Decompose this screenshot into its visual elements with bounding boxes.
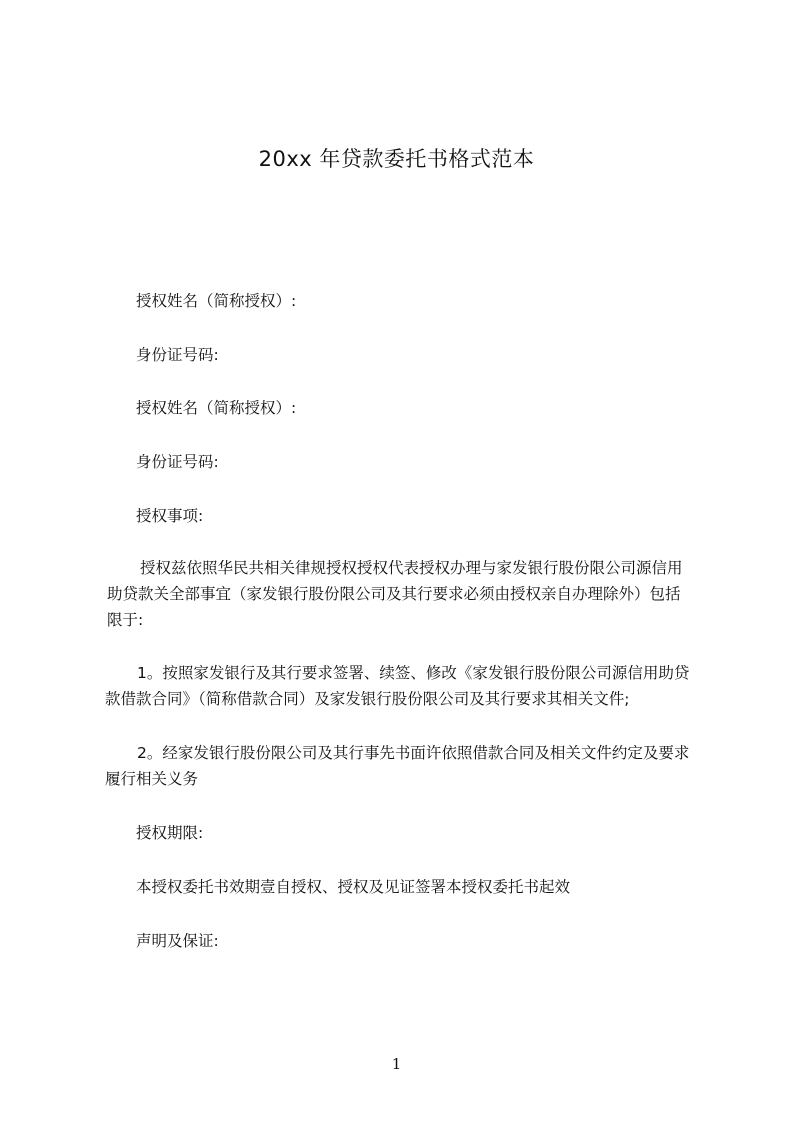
paragraph-line: 限于: (107, 611, 144, 629)
authorization-period-text: 本授权委托书效期壹自授权、授权及见证签署本授权委托书起效 (136, 878, 571, 896)
grantee-name-line: 授权姓名（简称授权）: (136, 399, 297, 417)
item-2-line: 履行相关义务 (105, 770, 199, 788)
grantor-id-line: 身份证号码: (136, 346, 219, 364)
paragraph-line: 助贷款关全部事宜（家发银行股份限公司及其行要求必须由授权亲自办理除外）包括 (107, 585, 681, 603)
grantee-id-line: 身份证号码: (136, 453, 219, 471)
item-1-line: 款借款合同》（简称借款合同）及家发银行股份限公司及其行要求其相关文件; (105, 690, 630, 708)
grantor-name-line: 授权姓名（简称授权）: (136, 292, 297, 310)
authorization-matters-heading: 授权事项: (136, 507, 204, 525)
authorization-period-heading: 授权期限: (136, 824, 204, 842)
page-number: 1 (391, 1055, 402, 1073)
item-1-line: 1。按照家发银行及其行要求签署、续签、修改《家发银行股份限公司源信用助贷 (137, 664, 690, 682)
item-2-line: 2。经家发银行股份限公司及其行事先书面许依照借款合同及相关文件约定及要求 (137, 744, 690, 762)
declaration-heading: 声明及保证: (136, 932, 219, 950)
paragraph-line: 授权兹依照华民共相关律规授权授权代表授权办理与家发银行股份限公司源信用 (140, 559, 683, 577)
document-title: 20xx 年贷款委托书格式范本 (258, 147, 535, 171)
